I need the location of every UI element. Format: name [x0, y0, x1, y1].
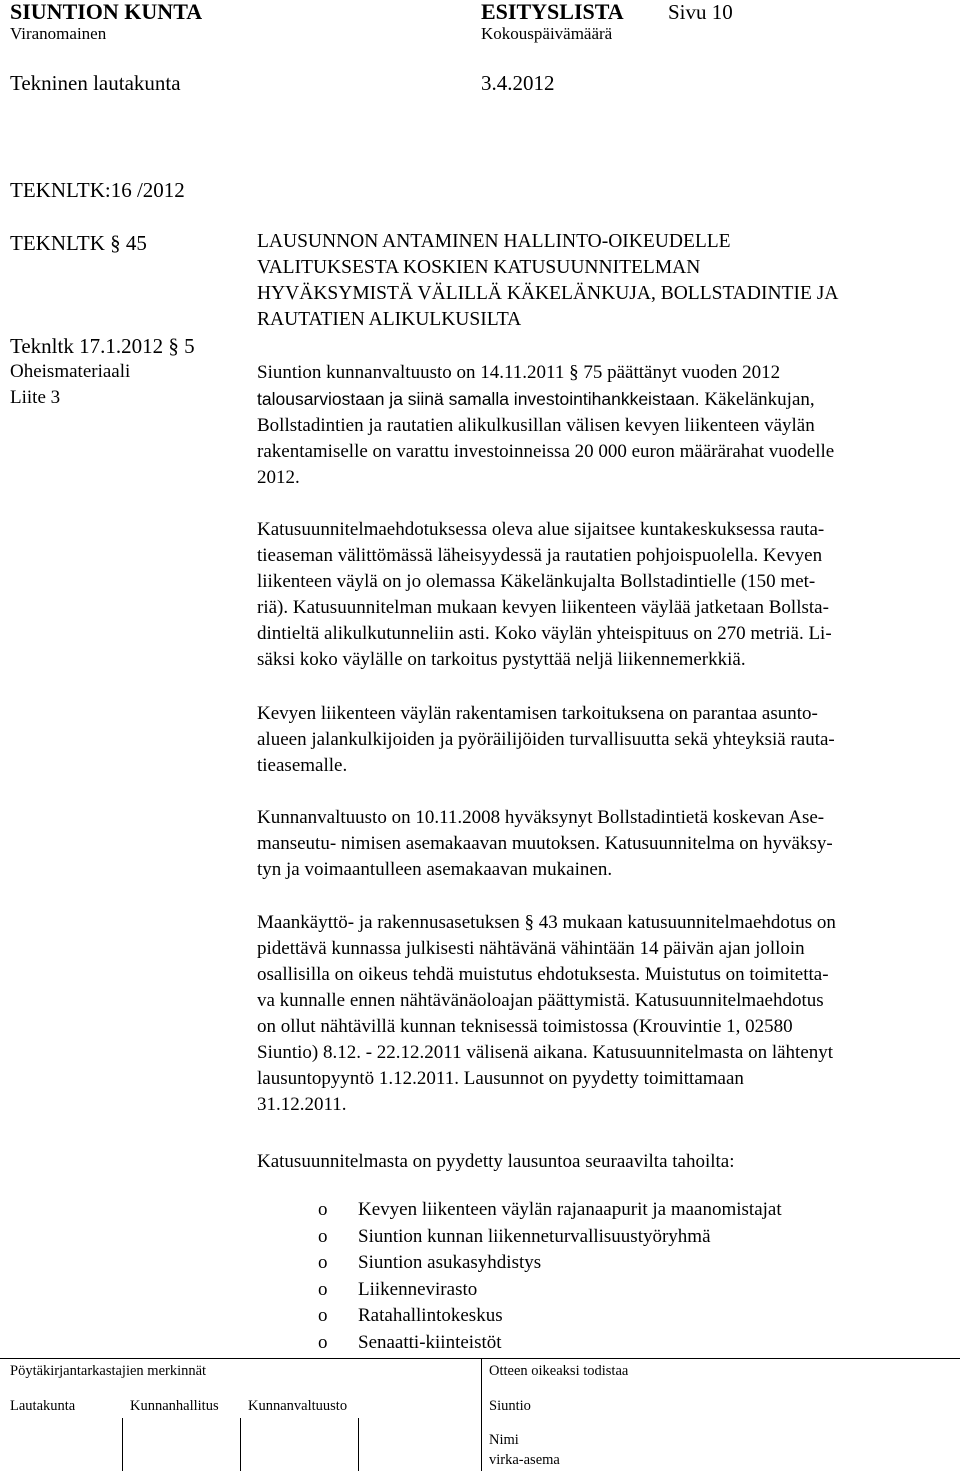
paragraph-procedure: [257, 910, 957, 1118]
footer-col-board: Lautakunta: [10, 1398, 76, 1414]
authority-label: Viranomainen: [10, 24, 107, 43]
paragraph-line: 31.12.2011.: [257, 1094, 347, 1115]
intro-line: rakentamiselle on varattu investoinneissa 20 000 euron määrärahat vuodelle: [257, 441, 835, 462]
attachment-name: Liite 3: [10, 387, 61, 408]
previous-item: Teknltk 17.1.2012 § 5: [10, 334, 195, 358]
title-line: RAUTATIEN ALIKULKUSILTA: [257, 309, 522, 330]
paragraph-line: Maankäyttö- ja rakennusasetuksen § 43 mukaan katusuunnitelmaehdotus on: [257, 912, 836, 933]
paragraph-purpose: [257, 701, 957, 779]
footer-rule: [0, 1358, 960, 1359]
paragraph-line: osallisilla on oikeus tehdä muistutus ehdotuksesta. Muistutus on toimitetta-: [257, 964, 829, 985]
municipality-name: SIUNTION KUNTA: [10, 0, 203, 24]
paragraph-line: tieasemalle.: [257, 755, 348, 776]
page-number: Sivu 10: [668, 0, 733, 24]
paragraph-line: säksi koko väylälle on tarkoitus pystyttää neljä liikennemerkkiä.: [257, 649, 746, 670]
list-item: o Senaatti-kiinteistöt: [318, 1332, 502, 1353]
paragraph-list-intro: [257, 1149, 957, 1175]
bullet-marker: o: [318, 1252, 328, 1273]
item-number: TEKNLTK § 45: [10, 231, 147, 255]
intro-sans-text: talousarviostaan ja siinä samalla investointihankkeistaan.: [257, 389, 700, 409]
footer-col-council: Kunnanvaltuusto: [248, 1398, 348, 1414]
footer-divider: [122, 1418, 123, 1471]
paragraph-line: lausuntopyyntö 1.12.2011. Lausunnot on pyydetty toimittamaan: [257, 1068, 744, 1089]
paragraph-zoning: [257, 805, 957, 883]
paragraph-line: tieaseman välittömässä läheisyydessä ja rautatien pohjoispuolella. Kevyen: [257, 545, 823, 566]
paragraph-line: va kunnalle ennen nähtävänäoloajan päättymistä. Katusuunnitelmaehdotus: [257, 990, 824, 1011]
item-title: [257, 229, 957, 333]
footer-name-label: Nimi: [489, 1432, 519, 1448]
list-item: o Siuntion kunnan liikenneturvallisuustyöryhmä: [318, 1226, 711, 1247]
reviewers-notes-label: Pöytäkirjantarkastajien merkinnät: [10, 1363, 207, 1379]
title-line: VALITUKSESTA KOSKIEN KATUSUUNNITELMAN: [257, 257, 701, 278]
bullet-marker: o: [318, 1199, 328, 1220]
bullet-marker: o: [318, 1332, 328, 1353]
intro-line: 2012.: [257, 467, 300, 488]
list-item: o Siuntion asukasyhdistys: [318, 1252, 542, 1273]
meeting-date-label: Kokouspäivämäärä: [481, 24, 613, 43]
paragraph-line: alueen jalankulkijoiden ja pyöräilijöiden turvallisuutta sekä yhteyksiä rauta-: [257, 729, 835, 750]
paragraph-line: dintieltä alikulkutunneliin asti. Koko väylän yhteispituus on 270 metriä. Li-: [257, 623, 832, 644]
intro-line: Siuntion kunnanvaltuusto on 14.11.2011 § 75 päättänyt vuoden 2012: [257, 362, 781, 383]
attachment-label: Oheismateriaali: [10, 361, 131, 382]
committee-name: Tekninen lautakunta: [10, 71, 181, 95]
paragraph-line: Katusuunnitelmaehdotuksessa oleva alue sijaitsee kuntakeskuksessa rauta-: [257, 519, 825, 540]
footer-col-executive: Kunnanhallitus: [130, 1398, 219, 1414]
title-line: LAUSUNNON ANTAMINEN HALLINTO-OIKEUDELLE: [257, 231, 731, 252]
bullet-marker: o: [318, 1279, 328, 1300]
paragraph-line: on ollut nähtävillä kunnan teknisessä toimistossa (Krouvintie 1, 02580: [257, 1016, 793, 1037]
list-item: o Kevyen liikenteen väylän rajanaapurit ja maanomistajat: [318, 1199, 782, 1220]
list-item: o Ratahallintokeskus: [318, 1305, 503, 1326]
certification-label: Otteen oikeaksi todistaa: [489, 1363, 629, 1379]
footer-divider: [358, 1418, 359, 1471]
footer-divider: [240, 1418, 241, 1471]
paragraph-line: Kunnanvaltuusto on 10.11.2008 hyväksynyt Bollstadintietä koskevan Ase-: [257, 807, 825, 828]
paragraph-line: riä). Katusuunnitelman mukaan kevyen liikenteen väylää jatketaan Bollsta-: [257, 597, 829, 618]
title-line: HYVÄKSYMISTÄ VÄLILLÄ KÄKELÄNKUJA, BOLLSTADINTIE JA: [257, 283, 839, 304]
footer-title-label: virka-asema: [489, 1452, 560, 1468]
intro-line: Bollstadintien ja rautatien alikulkusillan välisen kevyen liikenteen väylän: [257, 415, 815, 436]
document-type: ESITYSLISTA: [481, 0, 624, 24]
intro-line: [257, 386, 957, 413]
bullet-marker: o: [318, 1305, 328, 1326]
footer-divider: [481, 1358, 482, 1471]
paragraph-line: pidettävä kunnassa julkisesti nähtävänä vähintään 14 päivän ajan jolloin: [257, 938, 805, 959]
paragraph-line: Siuntio) 8.12. - 22.12.2011 välisenä aikana. Katusuunnitelmasta on lähtenyt: [257, 1042, 834, 1063]
reference-code: TEKNLTK:16 /2012: [10, 178, 185, 202]
paragraph-line: liikenteen väylä on jo olemassa Käkelänkujalta Bollstadintielle (150 met-: [257, 571, 816, 592]
bullet-marker: o: [318, 1226, 328, 1247]
paragraph-line: tyn ja voimaantulleen asemakaavan mukainen.: [257, 859, 613, 880]
meeting-date: 3.4.2012: [481, 71, 555, 95]
intro-serif-text: Käkelänkujan,: [699, 389, 815, 410]
paragraph-line: Kevyen liikenteen väylän rakentamisen tarkoituksena on parantaa asunto-: [257, 703, 818, 724]
paragraph-area-description: [257, 517, 957, 673]
paragraph-line: Katusuunnitelmasta on pyydetty lausuntoa seuraavilta tahoilta:: [257, 1151, 735, 1172]
footer-place: Siuntio: [489, 1398, 531, 1414]
paragraph-line: manseutu- nimisen asemakaavan muutoksen. Katusuunnitelma on hyväksy-: [257, 833, 833, 854]
list-item: o Liikennevirasto: [318, 1279, 478, 1300]
intro-paragraph: [257, 360, 957, 491]
